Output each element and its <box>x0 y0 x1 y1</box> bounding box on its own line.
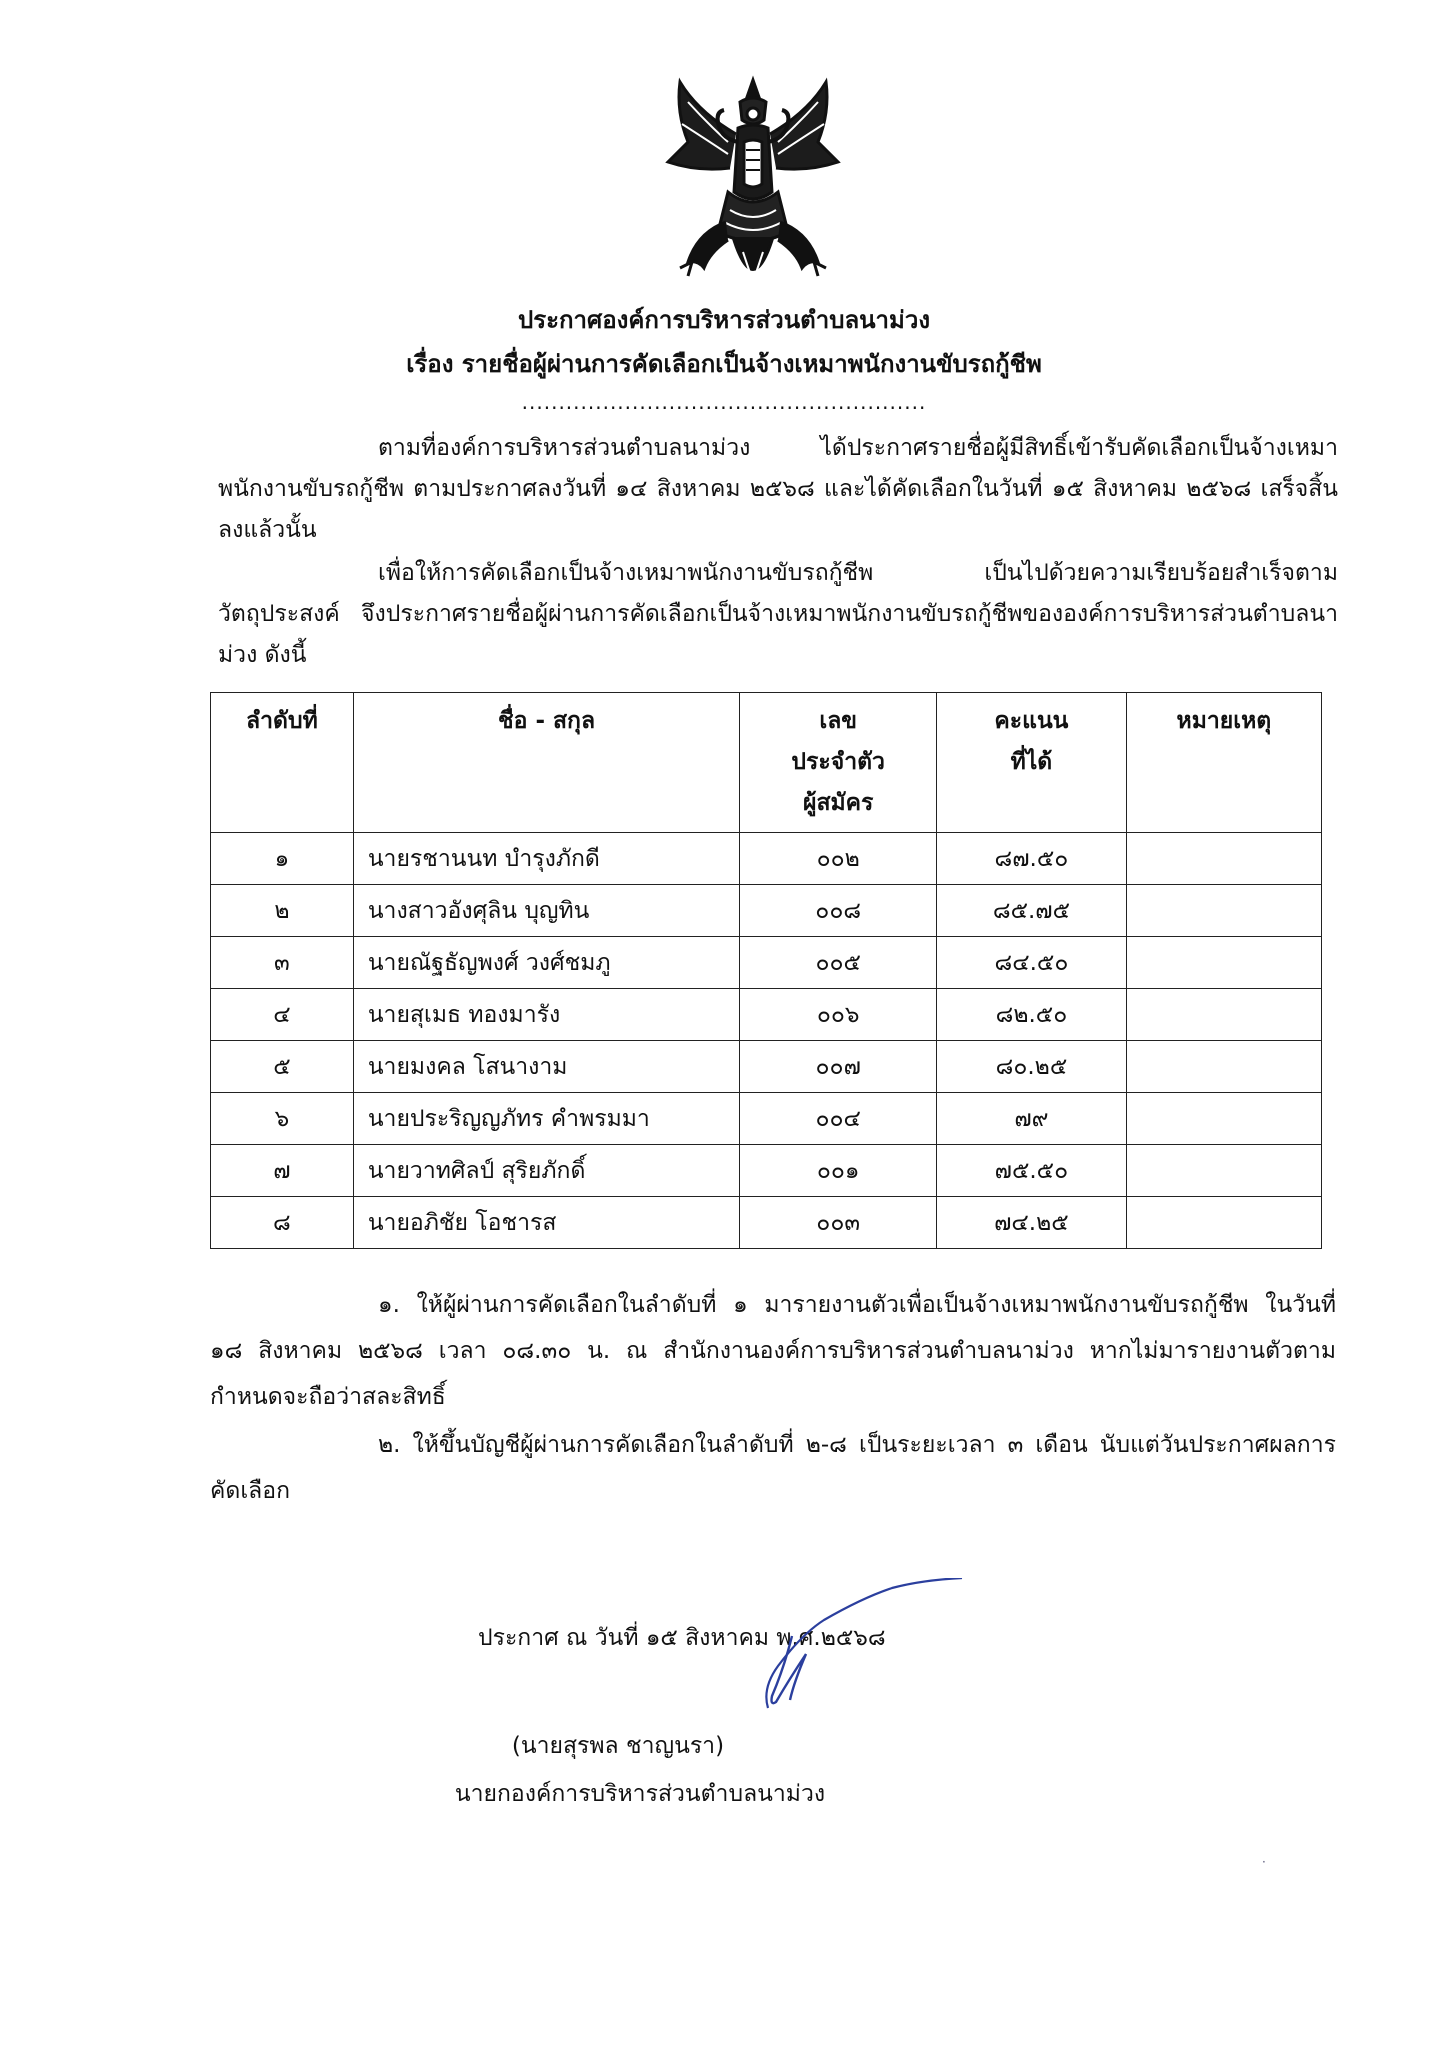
row-name: นายมงคล โสนางาม <box>353 1041 740 1093</box>
row-name: นายอภิชัย โอชารส <box>353 1197 740 1249</box>
row-score: ๘๗.๕๐ <box>937 833 1127 885</box>
scan-speck: · <box>1262 1855 1266 1869</box>
row-name: นายประริญญภัทร คำพรมมา <box>353 1093 740 1145</box>
row-note <box>1126 1093 1321 1145</box>
garuda-emblem-icon <box>658 72 848 302</box>
header-note: หมายเหตุ <box>1126 693 1321 833</box>
header-applicant-id-text: เลข ประจำตัว ผู้สมัคร <box>791 708 885 816</box>
table-row <box>211 937 1322 989</box>
row-score: ๗๙ <box>937 1093 1127 1145</box>
row-applicant-id: ๐๐๔ <box>740 1093 937 1145</box>
row-applicant-id: ๐๐๒ <box>740 833 937 885</box>
row-name: นายณัฐธัญพงศ์ วงศ์ชมภู <box>353 937 740 989</box>
table-row <box>211 1041 1322 1093</box>
row-rank: ๖ <box>211 1093 354 1145</box>
signer-name: (นายสุรพล ชาญนรา) <box>511 1733 725 1759</box>
announcement-dateline: ประกาศ ณ วันที่ ๑๕ สิงหาคม พ.ศ.๒๕๖๘ <box>478 1625 886 1651</box>
row-score: ๘๕.๗๕ <box>937 885 1127 937</box>
row-note <box>1126 937 1321 989</box>
row-name: นางสาวอังศุลิน บุญทิน <box>353 885 740 937</box>
header-rank: ลำดับที่ <box>211 693 354 833</box>
row-score: ๘๐.๒๕ <box>937 1041 1127 1093</box>
row-applicant-id: ๐๐๖ <box>740 989 937 1041</box>
row-rank: ๔ <box>211 989 354 1041</box>
row-note <box>1126 885 1321 937</box>
intro-paragraph: ตามที่องค์การบริหารส่วนตำบลนาม่วง ได้ประกาศรายชื่อผู้มีสิทธิ์เข้ารับคัดเลือกเป็นจ้างเหมาพนักงานขับรถกู้ชีพ ตามประกาศลงวันที่ ๑๔ สิงหาคม ๒๕๖๘ และได้คัดเลือกในวันที่ ๑๕ สิงหาคม ๒๕๖๘ เสร็จสิ้นลงแล้วนั้น <box>218 435 1338 543</box>
title-separator: ....................................................... <box>521 390 927 414</box>
row-applicant-id: ๐๐๕ <box>740 937 937 989</box>
row-score: ๘๒.๕๐ <box>937 989 1127 1041</box>
row-name: นายวาทศิลป์ สุริยภักดิ์ <box>353 1145 740 1197</box>
row-name: นายสุเมธ ทองมารัง <box>353 989 740 1041</box>
table-row <box>211 1145 1322 1197</box>
signature-mark <box>732 1578 972 1728</box>
row-rank: ๒ <box>211 885 354 937</box>
table-row <box>211 989 1322 1041</box>
row-score: ๗๔.๒๕ <box>937 1197 1127 1249</box>
table-row <box>211 1197 1322 1249</box>
row-score: ๘๔.๕๐ <box>937 937 1127 989</box>
signer-title: นายกองค์การบริหารส่วนตำบลนาม่วง <box>454 1781 826 1807</box>
row-note <box>1126 989 1321 1041</box>
row-note <box>1126 1041 1321 1093</box>
row-note <box>1126 1197 1321 1249</box>
clause-2: ๒. ให้ขึ้นบัญชีผู้ผ่านการคัดเลือกในลำดับที่ ๒-๘ เป็นระยะเวลา ๓ เดือน นับแต่วันประกาศผลการคัดเลือก <box>210 1432 1336 1504</box>
table-row <box>211 1093 1322 1145</box>
row-applicant-id: ๐๐๘ <box>740 885 937 937</box>
clause-1: ๑. ให้ผู้ผ่านการคัดเลือกในลำดับที่ ๑ มารายงานตัวเพื่อเป็นจ้างเหมาพนักงานขับรถกู้ชีพ ในวันที่ ๑๘ สิงหาคม ๒๕๖๘ เวลา ๐๘.๓๐ น. ณ สำนักงานองค์การบริหารส่วนตำบลนาม่วง หากไม่มารายงานตัวตามกำหนดจะถือว่าสละสิทธิ์ <box>210 1292 1336 1410</box>
header-score-text: คะแนน ที่ได้ <box>994 708 1069 775</box>
row-note <box>1126 1145 1321 1197</box>
row-rank: ๘ <box>211 1197 354 1249</box>
row-applicant-id: ๐๐๑ <box>740 1145 937 1197</box>
table-row <box>211 833 1322 885</box>
table-row <box>211 885 1322 937</box>
results-table <box>210 692 1322 1249</box>
table-header-row <box>211 693 1322 833</box>
header-name: ชื่อ - สกุล <box>353 693 740 833</box>
purpose-paragraph: เพื่อให้การคัดเลือกเป็นจ้างเหมาพนักงานขับรถกู้ชีพ เป็นไปด้วยความเรียบร้อยสำเร็จตามวัตถุประสงค์ จึงประกาศรายชื่อผู้ผ่านการคัดเลือกเป็นจ้างเหมาพนักงานขับรถกู้ชีพขององค์การบริหารส่วนตำบลนาม่วง ดังนี้ <box>218 560 1338 668</box>
announcement-title: ประกาศองค์การบริหารส่วนตำบลนาม่วง <box>517 306 931 334</box>
row-rank: ๕ <box>211 1041 354 1093</box>
row-applicant-id: ๐๐๗ <box>740 1041 937 1093</box>
announcement-subject: เรื่อง รายชื่อผู้ผ่านการคัดเลือกเป็นจ้างเหมาพนักงานขับรถกู้ชีพ <box>406 350 1042 378</box>
header-score <box>937 693 1127 833</box>
row-rank: ๑ <box>211 833 354 885</box>
header-applicant-id <box>740 693 937 833</box>
row-note <box>1126 833 1321 885</box>
row-applicant-id: ๐๐๓ <box>740 1197 937 1249</box>
row-rank: ๓ <box>211 937 354 989</box>
row-rank: ๗ <box>211 1145 354 1197</box>
row-name: นายรชานนท บำรุงภักดี <box>353 833 740 885</box>
row-score: ๗๕.๕๐ <box>937 1145 1127 1197</box>
